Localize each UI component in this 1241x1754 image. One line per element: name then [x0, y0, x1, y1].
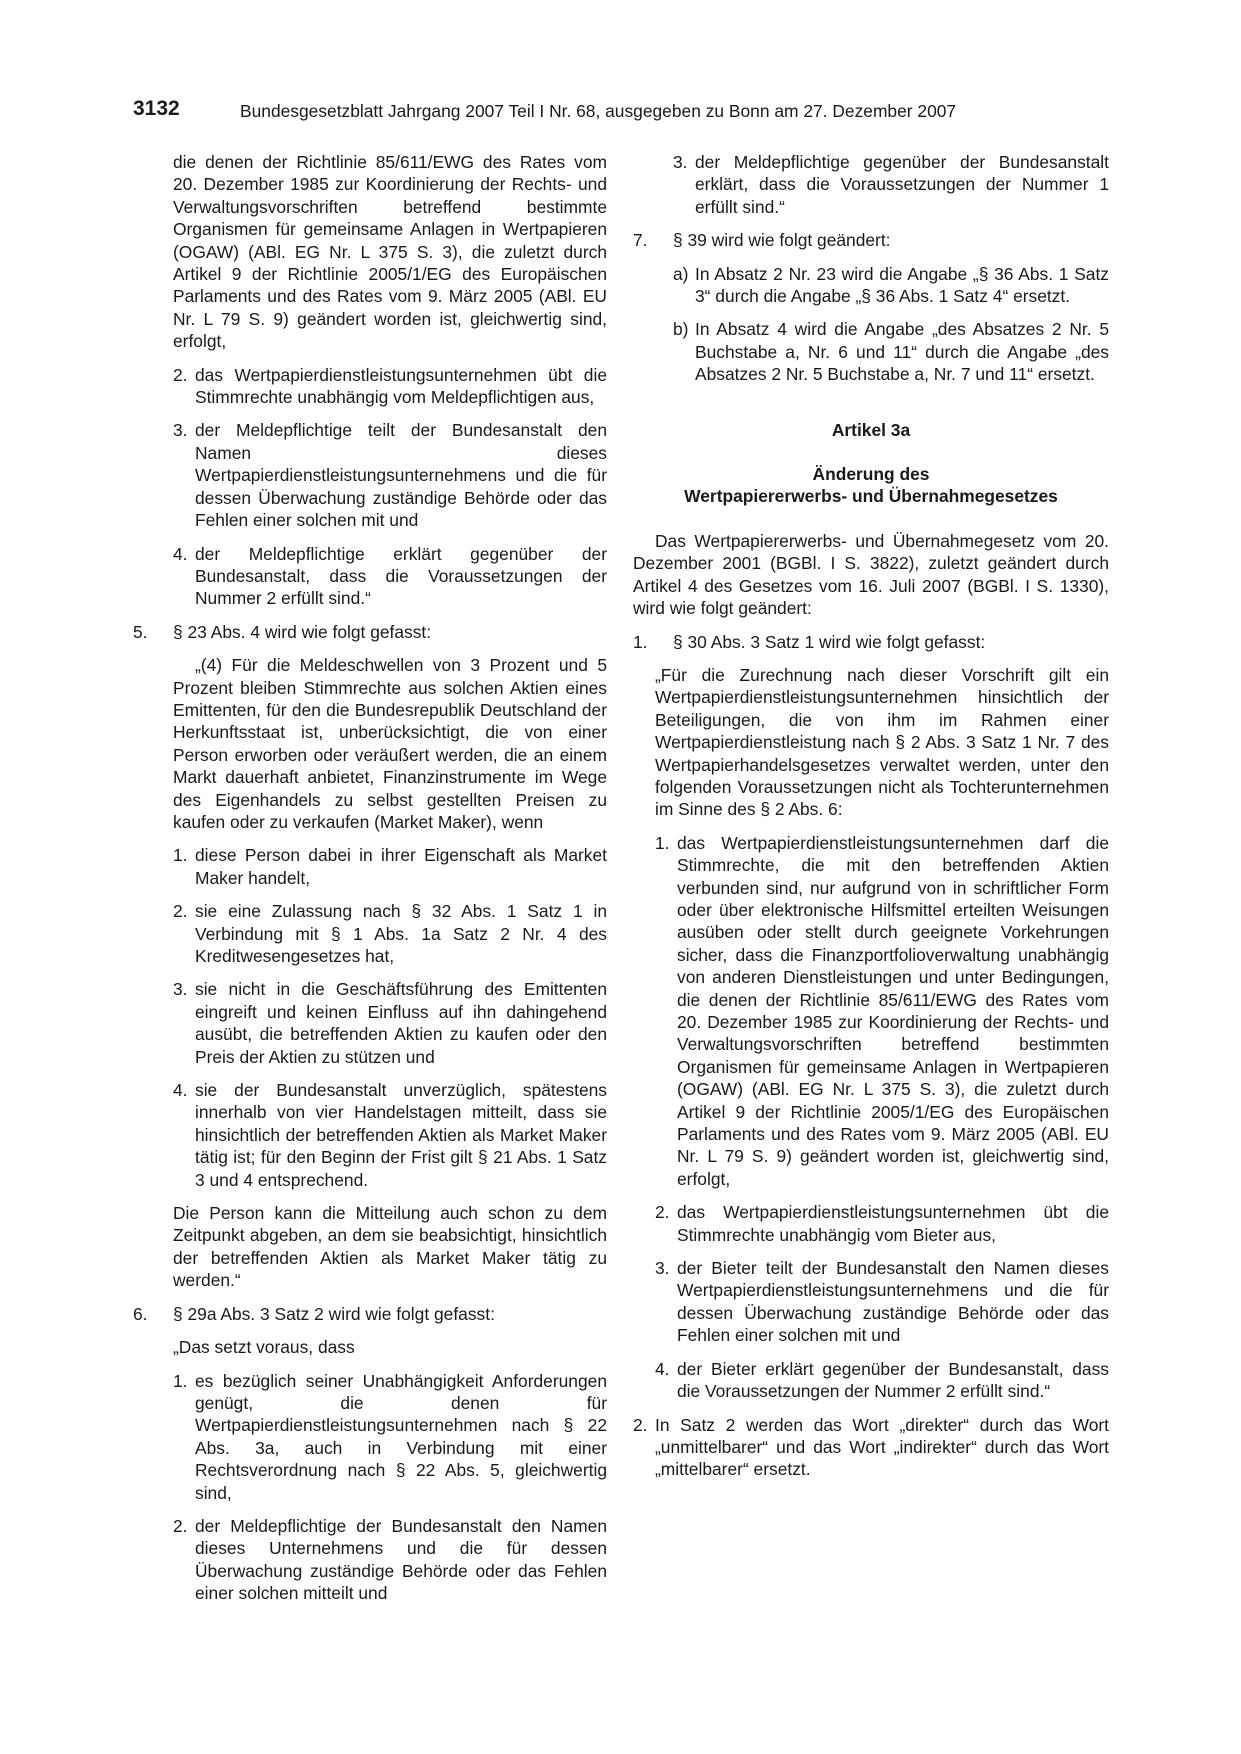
- item-number: 1.: [173, 845, 188, 866]
- item-text: der Bieter teilt der Bundesanstalt den Namen dieses Wertpapierdienstleistungsunternehmens und die für dessen Überwachung zuständige Behörde oder das Fehlen einer solchen mit und: [677, 1258, 1109, 1346]
- list-item: [133, 364, 607, 409]
- page-header: [133, 98, 1113, 128]
- list-item: [655, 832, 1109, 1191]
- item-number: 1.: [655, 832, 670, 853]
- item-number: 2.: [655, 1202, 670, 1223]
- item-number: 1.: [173, 1370, 188, 1391]
- item-text: das Wertpapierdienstleistungsunternehmen darf die Stimmrechte, die mit den betreffenden Aktien verbunden sind, nur aufgrund von in schriftlicher Form oder über elektronische Hilfsmittel erteilten Weisungen ausüben oder stellt durch geeignete Vorkehrungen sicher, dass die Finanzportfolioverwaltung unabhängig von anderen Dienstleistungen und unter Bedingungen, die denen der Richtlinie 85/611/EWG des Rates vom 20. Dezember 1985 zur Koordinierung der Rechts- und Verwaltungsvorschriften betreffend bestimmten Organismen für gemeinsame Anlagen in Wertpapieren (OGAW) (ABl. EG Nr. L 375 S. 3), die zuletzt durch Artikel 9 der Richtlinie 2005/1/EG des Europäischen Parlaments und des Rates vom 9. März 2005 (ABl. EU Nr. L 79 S. 9) geändert worden ist, gleichwertig sind, erfolgt,: [677, 832, 1109, 1189]
- item-text: In Absatz 2 Nr. 23 wird die Angabe „§ 36 Abs. 1 Satz 3“ durch die Angabe „§ 36 Abs. 1 Satz 4“ ersetzt.: [695, 263, 1109, 307]
- item-number: 2.: [633, 1414, 648, 1435]
- item-letter: a): [673, 263, 689, 284]
- item-text: der Meldepflichtige teilt der Bundesanstalt den Namen dieses Wertpapierdienstleistungsunternehmens und die für dessen Überwachung zuständige Behörde oder das Fehlen einer solchen mit und: [195, 420, 607, 531]
- item-text: das Wertpapierdienstleistungsunternehmen übt die Stimmrechte unabhängig vom Meldepflichtigen aus,: [195, 364, 607, 408]
- list-item: [133, 543, 607, 610]
- item-text: sie nicht in die Geschäftsführung des Emittenten eingreift und keinen Einfluss auf ihn dahingehend ausübt, die betreffenden Aktien zu kaufen oder den Preis der Aktien zu stützen und: [195, 979, 607, 1067]
- item-text: § 30 Abs. 3 Satz 1 wird wie folgt gefasst:: [673, 631, 986, 652]
- item-number: 4.: [655, 1358, 670, 1379]
- item-text: § 29a Abs. 3 Satz 2 wird wie folgt gefasst:: [173, 1303, 495, 1324]
- item-number: 6.: [133, 1303, 148, 1324]
- item-number: 7.: [633, 230, 648, 251]
- item-number: 4.: [173, 543, 188, 564]
- article-item-1: [633, 631, 1109, 653]
- item-text: der Meldepflichtige gegenüber der Bundesanstalt erklärt, dass die Voraussetzungen der Nummer 1 erfüllt sind.“: [695, 152, 1109, 217]
- list-item: [133, 1370, 607, 1504]
- item-text: sie eine Zulassung nach § 32 Abs. 1 Satz 1 in Verbindung mit § 1 Abs. 1a Satz 2 Nr. 4 des Kreditwesengesetzes hat,: [195, 901, 607, 966]
- list-item: [655, 1257, 1109, 1347]
- list-item: [655, 1358, 1109, 1403]
- item-text: sie der Bundesanstalt unverzüglich, spätestens innerhalb von vier Handelstagen mitteilt, dass sie hinsichtlich der betreffenden Aktien als Market Maker tätig ist; für den Beginn der Frist gilt § 21 Abs. 1 Satz 3 und 4 entsprechend.: [195, 1080, 607, 1190]
- page-number: 3132: [133, 97, 180, 120]
- closing-paragraph: Die Person kann die Mitteilung auch schon zu dem Zeitpunkt abgeben, an dem sie beabsichtigt, hinsichtlich der betreffenden Aktien als Market Maker tätig zu werden.“: [173, 1203, 607, 1291]
- quote-paragraph: „Für die Zurechnung nach dieser Vorschrift gilt ein Wertpapierdienstleistungsunternehmen hinsichtlich der Beteiligungen, die von ihm im Rahmen einer Wertpapierdienstleistung nach § 2 Abs. 3 Satz 1 Nr. 7 des Wertpapierhandelsgesetzes verwaltet werden, unter den folgenden Voraussetzungen nicht als Tochterunternehmen im Sinne des § 2 Abs. 6:: [655, 664, 1109, 820]
- running-title: Bundesgesetzblatt Jahrgang 2007 Teil I Nr. 68, ausgegeben zu Bonn am 27. Dezember 2007: [240, 101, 957, 121]
- item-number: 3.: [173, 979, 188, 1000]
- item-text: es bezüglich seiner Unabhängigkeit Anforderungen genügt, die denen für Wertpapierdienstleistungsunternehmen nach § 22 Abs. 3a, auch in Verbindung mit einer Rechtsverordnung nach § 22 Abs. 5, gleichwertig sind,: [195, 1370, 607, 1503]
- item-text: das Wertpapierdienstleistungsunternehmen übt die Stimmrechte unabhängig vom Bieter aus,: [677, 1202, 1109, 1245]
- item-text: In Absatz 4 wird die Angabe „des Absatzes 2 Nr. 5 Buchstabe a, Nr. 6 und 11“ durch die Angabe „des Absatzes 2 Nr. 5 Buchstabe a, Nr. 7 und 11“ ersetzt.: [695, 319, 1109, 385]
- list-item: [633, 151, 1109, 218]
- item-text: der Meldepflichtige der Bundesanstalt den Namen dieses Unternehmens und die für dessen Überwachung zuständige Behörde oder das Fehlen einer solchen mitteilt und: [195, 1515, 607, 1604]
- list-item: [133, 1515, 607, 1605]
- article-intro: Das Wertpapiererwerbs- und Übernahmegesetz vom 20. Dezember 2001 (BGBl. I S. 3822), zuletzt geändert durch Artikel 4 des Gesetzes vom 16. Juli 2007 (BGBl. I S. 1330), wird wie folgt geändert:: [633, 530, 1109, 619]
- item-number: 3.: [655, 1258, 670, 1279]
- amendment-item-5: [133, 621, 607, 643]
- left-column: [133, 151, 607, 1616]
- article-item-2: [633, 1414, 1109, 1481]
- item-number: 5.: [133, 621, 148, 642]
- item-text: diese Person dabei in ihrer Eigenschaft als Market Maker handelt,: [195, 845, 607, 888]
- amendment-item-7: [633, 229, 1109, 251]
- article-heading-line-2: Wertpapiererwerbs- und Übernahmegesetzes: [684, 486, 1058, 507]
- item-text: der Meldepflichtige erklärt gegenüber der Bundesanstalt, dass die Voraussetzungen der Nummer 2 erfüllt sind.“: [195, 543, 607, 609]
- item-number: 1.: [633, 631, 648, 652]
- sub-item: [633, 263, 1109, 308]
- list-item: [133, 900, 607, 967]
- item-number: 4.: [173, 1080, 188, 1101]
- item-text: § 23 Abs. 4 wird wie folgt gefasst:: [173, 621, 432, 642]
- list-item: [133, 1079, 607, 1191]
- sub-item: [633, 318, 1109, 385]
- item-number: 3.: [673, 152, 688, 172]
- right-column: [633, 151, 1109, 1492]
- list-item: [133, 844, 607, 889]
- item-number: 2.: [173, 901, 188, 922]
- item-number: 2.: [173, 364, 188, 385]
- list-item: [133, 419, 607, 531]
- quote-paragraph: „(4) Für die Meldeschwellen von 3 Prozent und 5 Prozent bleiben Stimmrechte aus solchen Aktien eines Emittenten, für den die Bundesrepublik Deutschland der Herkunftsstaat ist, unberücksichtigt, die von einer Person erworben oder veräußert werden, die an einem Markt dauerhaft anbietet, Finanzinstrumente im Wege des Eigenhandels zu selbst gestellten Preisen zu kaufen oder zu verkaufen (Market Maker), wenn: [173, 655, 607, 832]
- list-item: [133, 978, 607, 1068]
- intro-paragraph: die denen der Richtlinie 85/611/EWG des Rates vom 20. Dezember 1985 zur Koordinierung der Rechts- und Verwaltungsvorschriften betreffend bestimmte Organismen für gemeinsame Anlagen in Wertpapieren (OGAW) (ABl. EG Nr. L 375 S. 3), die zuletzt durch Artikel 9 der Richtlinie 2005/1/EG des Europäischen Parlaments und des Rates vom 9. März 2005 (ABl. EU Nr. L 79 S. 9) geändert worden ist, gleichwertig sind, erfolgt,: [173, 152, 607, 352]
- article-title: Artikel 3a: [831, 419, 911, 440]
- item-number: 2.: [173, 1515, 188, 1536]
- item-text: In Satz 2 werden das Wort „direkter“ durch das Wort „unmittelbarer“ und das Wort „indirekter“ durch das Wort „mittelbarer“ ersetzt.: [655, 1414, 1109, 1480]
- amendment-item-6: [133, 1303, 607, 1325]
- quote-paragraph: „Das setzt voraus, dass: [173, 1337, 355, 1358]
- list-item: [655, 1201, 1109, 1246]
- article-heading: [633, 463, 1109, 508]
- item-number: 3.: [173, 420, 188, 441]
- item-text: § 39 wird wie folgt geändert:: [673, 230, 891, 251]
- item-letter: b): [673, 319, 689, 340]
- article-heading-line-1: Änderung des: [812, 464, 930, 485]
- item-text: der Bieter erklärt gegenüber der Bundesanstalt, dass die Voraussetzungen der Nummer 2 erfüllt sind.“: [677, 1358, 1109, 1402]
